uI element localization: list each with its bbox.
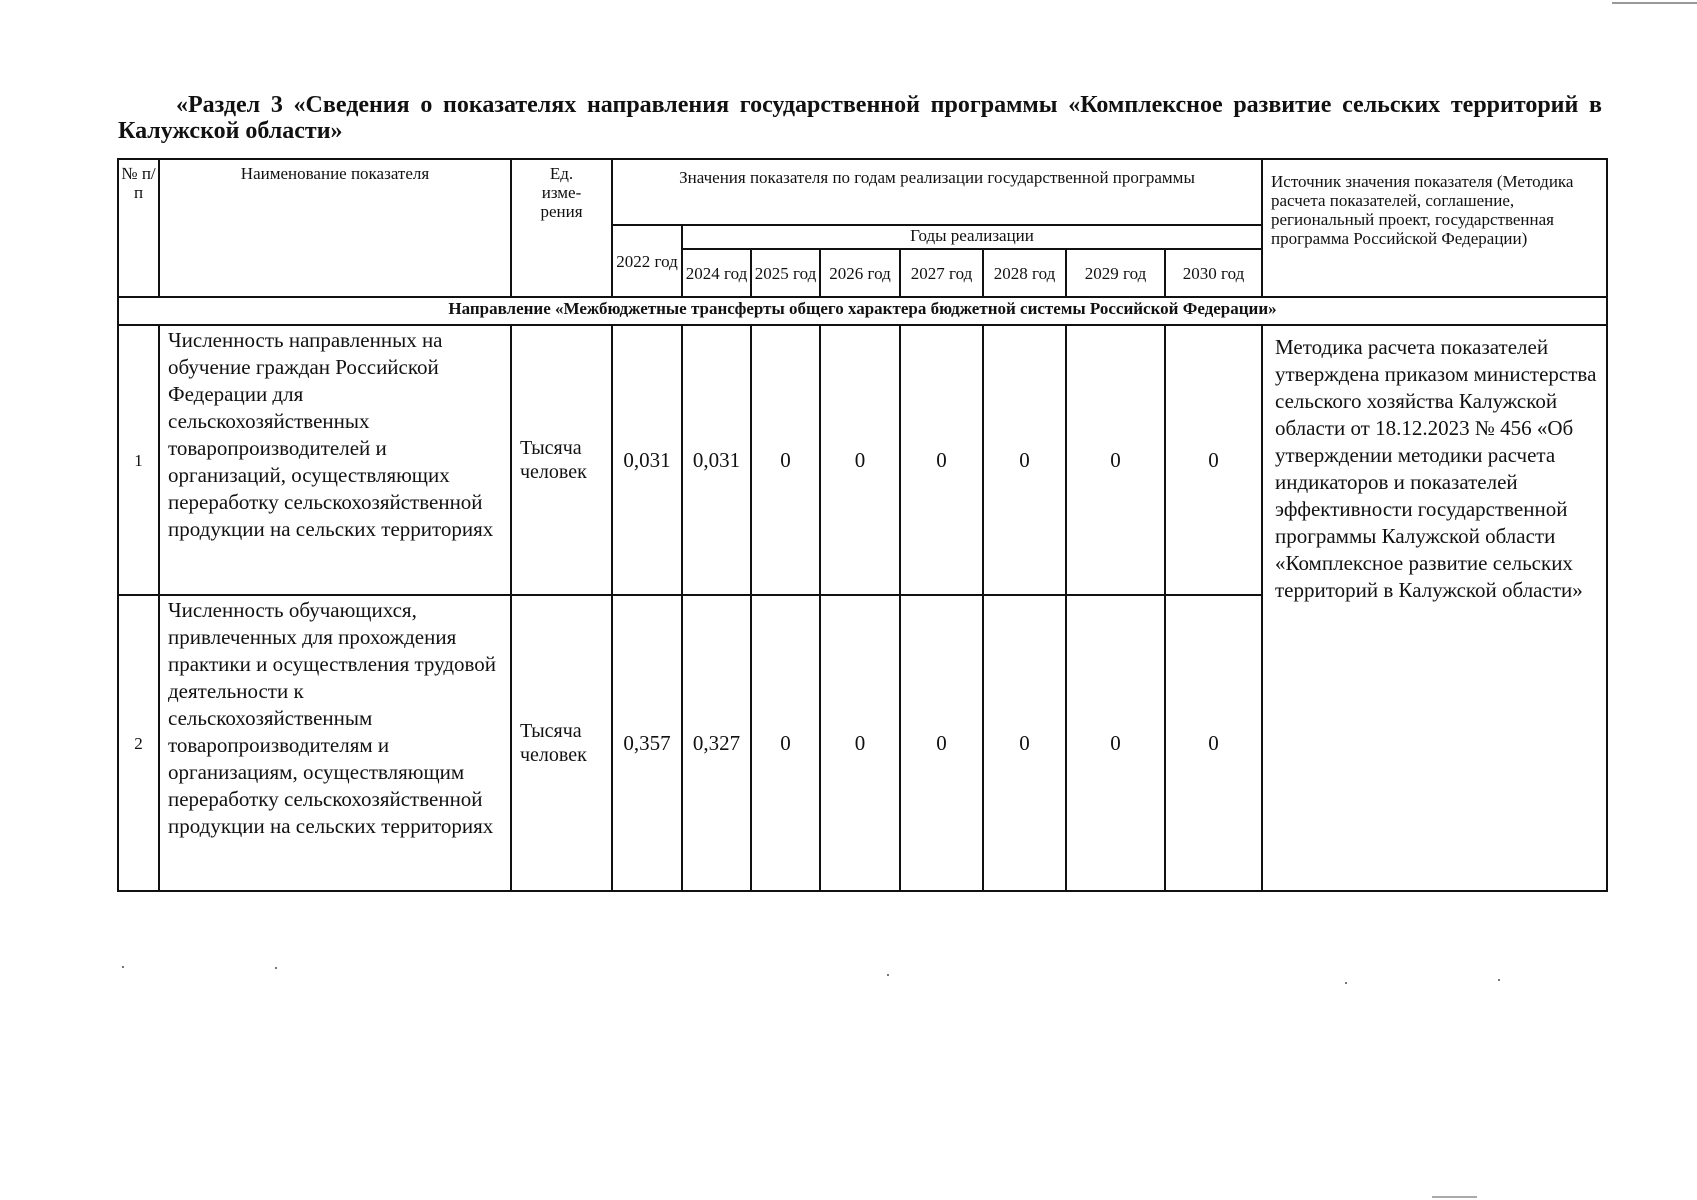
value-cell: 0,327 (682, 595, 751, 891)
unit-cell: Тысяча человек (511, 595, 612, 891)
unit-cell: Тысяча человек (511, 325, 612, 595)
scan-speck (887, 974, 889, 976)
scan-edge-mark (1612, 2, 1697, 4)
section-title: «Раздел 3 «Сведения о показателях направления государственной программы «Комплексное развитие сельских территорий в Калужской области» (118, 92, 1602, 144)
scan-edge-mark (1432, 1196, 1477, 1198)
header-unit: Ед. изме-рения (511, 159, 612, 297)
value-cell: 0 (820, 325, 900, 595)
header-row-1 (118, 159, 1607, 225)
value-cell: 0,031 (612, 325, 682, 595)
value-cell: 0 (820, 595, 900, 891)
header-source: Источник значения показателя (Методика расчета показателей, соглашение, региональный проект, государственная программа Российской Федерации) (1262, 159, 1607, 297)
scan-speck (122, 966, 124, 968)
scan-speck (1498, 979, 1500, 981)
value-cell: 0 (900, 325, 983, 595)
header-year: 2027 год (900, 249, 983, 297)
value-cell: 0 (1165, 595, 1262, 891)
value-cell: 0 (751, 325, 820, 595)
value-cell: 0,031 (682, 325, 751, 595)
header-year: 2030 год (1165, 249, 1262, 297)
header-name: Наименование показателя (159, 159, 511, 297)
direction-heading: Направление «Межбюджетные трансферты общего характера бюджетной системы Российской Федерации» (118, 297, 1607, 325)
header-num: № п/п (118, 159, 159, 297)
value-cell: 0 (1066, 325, 1165, 595)
header-base-year: 2022 год (612, 225, 682, 297)
header-year: 2024 год (682, 249, 751, 297)
table-row (118, 325, 1607, 595)
header-year: 2029 год (1066, 249, 1165, 297)
indicator-name: Численность направленных на обучение граждан Российской Федерации для сельскохозяйственных товаропроизводителей и организаций, осуществляющих переработку сельскохозяйственной продукции на сельских территориях (159, 325, 511, 595)
direction-row (118, 297, 1607, 325)
indicators-table (117, 158, 1608, 892)
scan-speck (1345, 982, 1347, 984)
value-cell: 0 (983, 325, 1066, 595)
value-cell: 0 (1165, 325, 1262, 595)
indicator-name: Численность обучающихся, привлеченных для прохождения практики и осуществления трудовой деятельности к сельскохозяйственным товаропроизводителям и организациям, осуществляющим переработку сельскохозяйственной продукции на сельских территориях (159, 595, 511, 891)
row-number: 2 (118, 595, 159, 891)
value-cell: 0 (983, 595, 1066, 891)
value-cell: 0,357 (612, 595, 682, 891)
header-year: 2025 год (751, 249, 820, 297)
header-values-group: Значения показателя по годам реализации государственной программы (612, 159, 1262, 225)
header-year: 2026 год (820, 249, 900, 297)
row-number: 1 (118, 325, 159, 595)
scan-speck (275, 967, 277, 969)
value-cell: 0 (751, 595, 820, 891)
value-cell: 0 (900, 595, 983, 891)
value-cell: 0 (1066, 595, 1165, 891)
header-year: 2028 год (983, 249, 1066, 297)
source-cell: Методика расчета показателей утверждена приказом министерства сельского хозяйства Калужской области от 18.12.2023 № 456 «Об утверждении методики расчета индикаторов и показателей эффективности государственной программы Калужской области «Комплексное развитие сельских территорий в Калужской области» (1262, 325, 1607, 891)
header-years-group: Годы реализации (682, 225, 1262, 249)
